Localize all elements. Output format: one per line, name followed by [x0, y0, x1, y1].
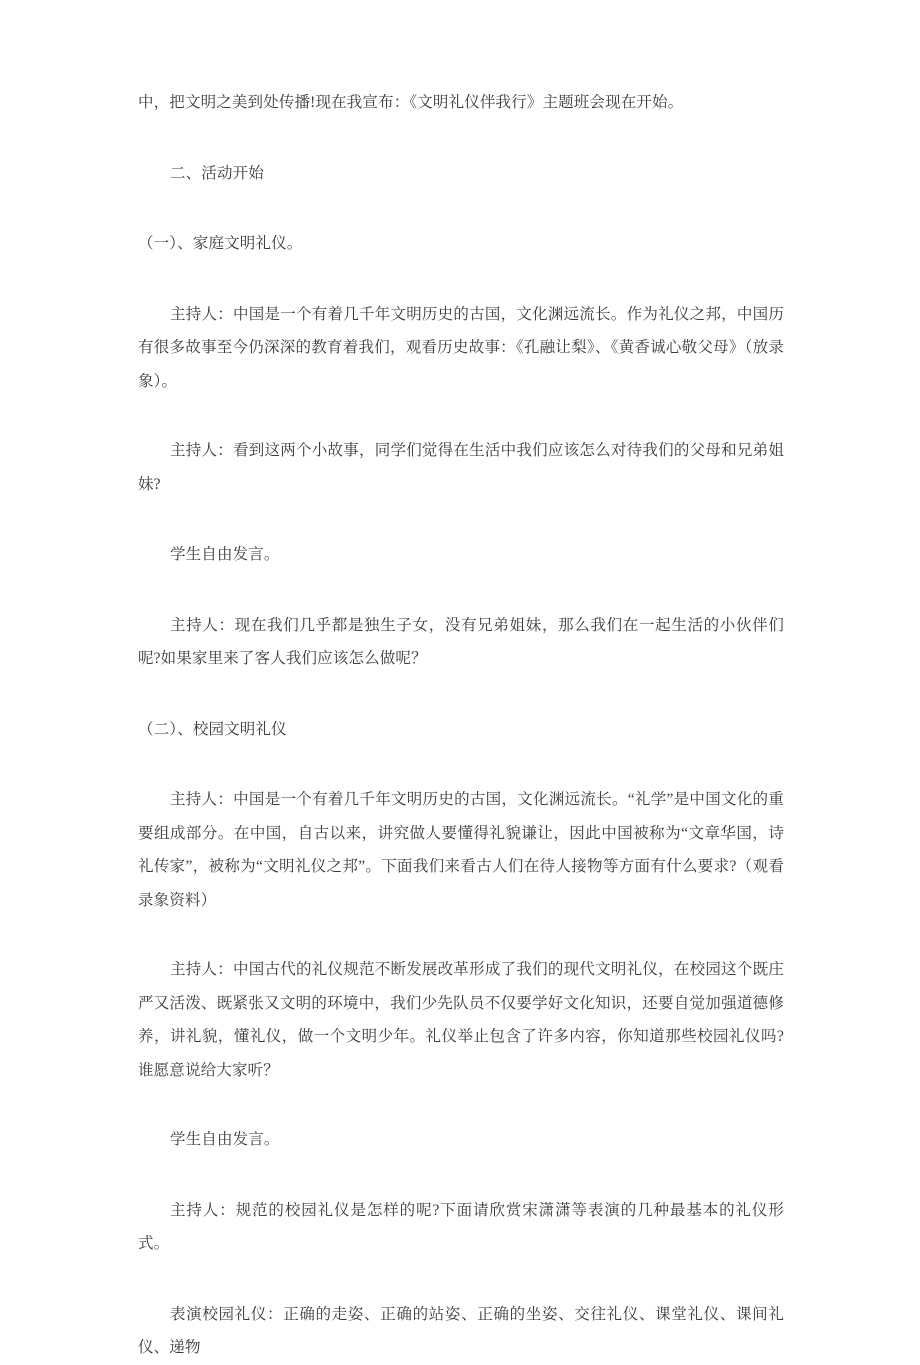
paragraph-host-modern-etiquette: 主持人：中国古代的礼仪规范不断发展改革形成了我们的现代文明礼仪，在校园这个既庄严又活泼、既紧张又文明的环境中，我们少先队员不仅要学好文化知识，还要自觉加强道德修养，讲礼貌，懂礼仪，做一个文明少年。礼仪举止包含了许多内容，你知道那些校园礼仪吗?谁愿意说给大家听？ — [138, 961, 784, 1079]
paragraph-spacer — [138, 746, 784, 783]
paragraph-spacer — [138, 261, 784, 298]
paragraph-spacer — [138, 120, 784, 157]
paragraph-opening-line: 中，把文明之美到处传播!现在我宣布：《文明礼仪伴我行》主题班会现在开始。 — [138, 94, 684, 111]
heading-subsection-one: （一）、家庭文明礼仪。 — [138, 235, 303, 252]
document-body — [138, 86, 784, 1365]
paragraph-students-speak-1: 学生自由发言。 — [170, 546, 280, 563]
heading-section-two: 二、活动开始 — [170, 164, 264, 182]
paragraph-spacer — [138, 1261, 784, 1298]
heading-subsection-two: （二）、校园文明礼仪 — [138, 720, 287, 738]
paragraph-spacer — [138, 501, 784, 538]
paragraph-host-only-child: 主持人：现在我们几乎都是独生子女，没有兄弟姐妹，那么我们在一起生活的小伙伴们呢?如果家里来了客人我们应该怎么做呢？ — [138, 616, 784, 667]
paragraph-spacer — [138, 572, 784, 609]
paragraph-students-speak-2: 学生自由发言。 — [170, 1131, 280, 1148]
paragraph-spacer — [138, 190, 784, 227]
paragraph-performance-list: 表演校园礼仪：正确的走姿、正确的站姿、正确的坐姿、交往礼仪、课堂礼仪、课间礼仪、递物 — [138, 1305, 784, 1356]
paragraph-spacer — [138, 676, 784, 713]
paragraph-host-lixue: 主持人：中国是一个有着几千年文明历史的古国，文化渊远流长。“礼学”是中国文化的重要组成部分。在中国，自古以来，讲究做人要懂得礼貌谦让，因此中国被称为“文章华国，诗礼传家”，被称为“文明礼仪之邦”。下面我们来看古人们在待人接物等方面有什么要求?（观看录象资料） — [138, 791, 784, 909]
paragraph-spacer — [138, 398, 784, 434]
paragraph-host-performance-intro: 主持人：规范的校园礼仪是怎样的呢?下面请欣赏宋潇潇等表演的几种最基本的礼仪形式。 — [138, 1201, 784, 1252]
paragraph-spacer — [138, 1087, 784, 1123]
paragraph-spacer — [138, 917, 784, 953]
paragraph-host-family-intro: 主持人：中国是一个有着几千年文明历史的古国，文化渊远流长。作为礼仪之邦，中国历有很多故事至今仍深深的教育着我们，观看历史故事：《孔融让梨》、《黄香诚心敬父母》（放录象）。 — [138, 305, 784, 390]
paragraph-host-question-parents: 主持人：看到这两个小故事，同学们觉得在生活中我们应该怎么对待我们的父母和兄弟姐妹? — [138, 442, 784, 493]
paragraph-spacer — [138, 1157, 784, 1194]
